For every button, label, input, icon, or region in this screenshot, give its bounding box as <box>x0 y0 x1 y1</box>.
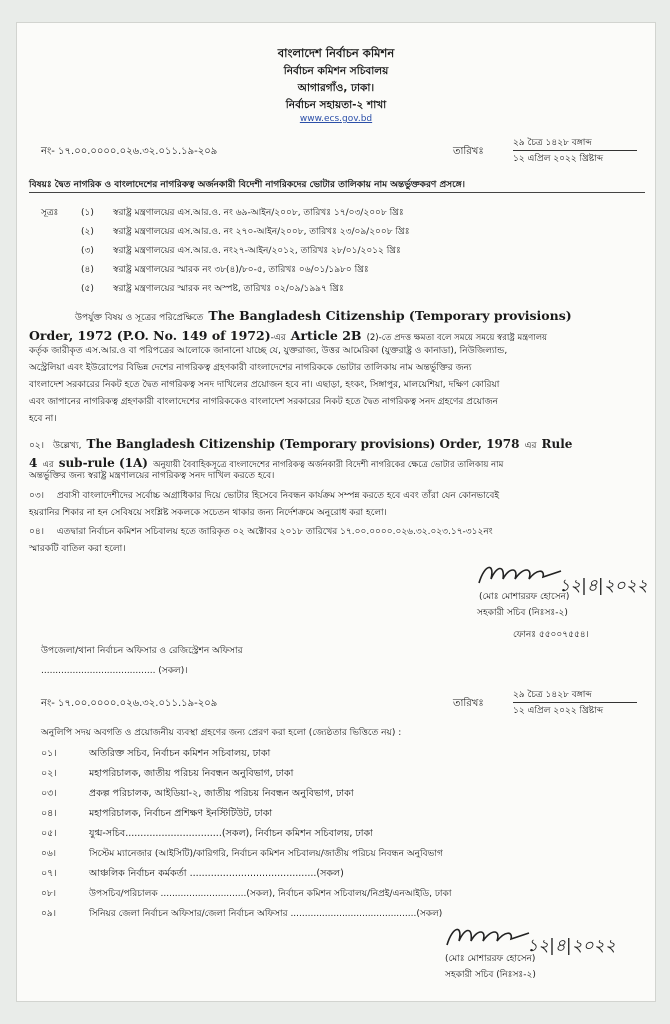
copy-list-item: ০৭। আঞ্চলিক নির্বাচন কর্মকর্তা ..........................................(সকল) <box>41 868 344 879</box>
paragraph-2-line-2: 4 এর sub-rule (1A) অনুযায়ী বৈবাহিকসূত্রে বাংলাদেশের নাগরিকত্ব অর্জনকারী বিদেশী নাগরিকের ক্ষেত্রে ভোটার তালিকায় নাম <box>29 456 504 470</box>
paragraph-1-line-1: উপর্যুক্ত বিষয় ও সূত্রের পরিপ্রেক্ষিতে The Bangladesh Citizenship (Temporary provisions) <box>75 308 572 323</box>
reference-item: (৩) স্বরাষ্ট্র মন্ত্রণালয়ের এস.আর.ও. নং২৭-আইন/২০১২, তারিখঃ ২৮/০১/২০১২ খ্রিঃ <box>81 246 401 256</box>
paragraph-2-line-3: অন্তর্ভুক্তির জন্য স্বরাষ্ট্র মন্ত্রণালয়ের নাগরিকত্ব সনদ দাখিল করতে হবে। <box>29 471 275 481</box>
copy-list-item: ০৩। প্রকল্প পরিচালক, আইডিয়া-২, জাতীয় পরিচয় নিবন্ধন অনুবিভাগ, ঢাকা <box>41 788 354 799</box>
paragraph-1-line-2: Order, 1972 (P.O. No. 149 of 1972)-এর Article 2B (2)-তে প্রদত্ত ক্ষমতা বলে সময়ে সময়ে স্বরাষ্ট্র মন্ত্রণালয় <box>29 328 548 343</box>
paragraph-4-line-1: ০৪। এতদ্বারা নির্বাচন কমিশন সচিবালয় হতে জারিকৃত ০২ অক্টোবর ২০১৮ তারিখের ১৭.০০.০০০০.০২৬.৩২.০২৩.১৭-৩১২নং <box>29 527 493 537</box>
copy-list-item: ০৫। যুগ্ম-সচিব................................(সকল), নির্বাচন কমিশন সচিবালয়, ঢাকা <box>41 828 373 839</box>
paragraph-1-line-6: এবং জাপানের নাগরিকত্ব গ্রহণকারী বাংলাদেশের নাগরিককেও বাংলাদেশ সরকারের নিকট হতে দ্বৈত নাগরিকত্ব সনদ গ্রহণের প্রয়োজন <box>29 397 498 407</box>
website-link[interactable]: www.ecs.gov.bd <box>299 114 373 124</box>
signature-1-date: ১২|৪|২০২২ <box>559 576 648 596</box>
signatory-1-phone: ফোনঃ ৫৫০০৭৫৫৪। <box>513 630 589 640</box>
copy-list-item: ০৬। সিস্টেম ম্যানেজার (আইসিটি)/কারিগরি, নির্বাচন কমিশন সচিবালয়/জাতীয় পরিচয় নিবন্ধন অনুবিভাগ <box>41 849 443 859</box>
reference-item: (১) স্বরাষ্ট্র মন্ত্রণালয়ের এস.আর.ও. নং ৬৯-আইন/২০০৮, তারিখঃ ১৭/০৩/২০০৮ খ্রিঃ <box>81 208 404 218</box>
paragraph-3-line-2: হয়রানির শিকার না হন সেবিষয়ে সংশ্লিষ্ট সকলকে সচেতন থাকার জন্য নির্দেশক্রমে অনুরোধ করা হলো। <box>29 508 387 518</box>
recipient-line-1: উপজেলা/থানা নির্বাচন অফিসার ও রেজিস্ট্রেশন অফিসার <box>41 646 243 656</box>
signature-1-scribble <box>475 557 565 595</box>
org-name: বাংলাদেশ নির্বাচন কমিশন <box>277 46 395 60</box>
paragraph-1-line-5: বাংলাদেশ সরকারের নিকট হতে দ্বৈত নাগরিকত্ব সনদ দাখিলের প্রয়োজন হবে না। এছাড়া, হংকং, সিঙ্গাপুর, মালয়েশিয়া, দক্ষিণ কোরিয়া <box>29 380 500 390</box>
signatory-1-designation: সহকারী সচিব (নিঃসঃ-২) <box>477 608 568 618</box>
memo-2-number: নং- ১৭.০০.০০০০.০২৬.৩২.০১১.১৯-২০৯ <box>41 698 218 709</box>
copy-list-item: ০১। অতিরিক্ত সচিব, নির্বাচন কমিশন সচিবালয়, ঢাকা <box>41 748 271 759</box>
secretariat-name: নির্বাচন কমিশন সচিবালয় <box>283 65 389 77</box>
memo-2-date-label: তারিখঃ <box>453 698 484 709</box>
copy-list-item: ০৪। মহাপরিচালক, নির্বাচন প্রশিক্ষণ ইনস্টিটিউট, ঢাকা <box>41 808 273 819</box>
paragraph-1-line-3: কর্তৃক জারীকৃত এস.আর.ও বা পরিপত্রের আলোকে জানানো যাচ্ছে যে, যুক্তরাজ্য, উত্তর আমেরিকা (যুক্তরাষ্ট্র ও কানাডা), নিউজিল্যান্ড, <box>29 346 508 356</box>
document-page <box>16 22 656 1002</box>
branch-name: নির্বাচন সহায়তা-২ শাখা <box>285 99 387 111</box>
signatory-2-name: (মোঃ মোশাররফ হোসেন) <box>445 954 536 964</box>
reference-item: (৪) স্বরাষ্ট্র মন্ত্রণালয়ের স্মারক নং ৩৮(৪)/৮০-৫, তারিখঃ ০৬/০১/১৯৮০ খ্রিঃ <box>81 265 369 275</box>
copy-list-item: ০৮। উপসচিব/পরিচালক ..............................(সকল), নির্বাচন কমিশন সচিবালয়/নিপ্রই/এনআইডি, ঢাকা <box>41 889 452 899</box>
paragraph-2-line-1: ০২। উল্লেখ্য, The Bangladesh Citizenship (Temporary provisions) Order, 1978 এর Rule <box>29 437 573 451</box>
date-bangla: ২৯ চৈত্র ১৪২৮ বঙ্গাব্দ <box>513 137 637 151</box>
copy-list-item: ০৯। সিনিয়র জেলা নির্বাচন অফিসার/জেলা নির্বাচন অফিসার ............................................(সকল) <box>41 909 443 919</box>
date-label: তারিখঃ <box>453 146 484 157</box>
subject-line: বিষয়ঃ দ্বৈত নাগরিক ও বাংলাদেশের নাগরিকত্ব অর্জনকারী বিদেশী নাগরিকদের ভোটার তালিকায় নাম অন্তর্ভুক্তকরণ প্রসঙ্গে। <box>29 179 645 193</box>
paragraph-3-line-1: ০৩। প্রবাসী বাংলাদেশীদের সর্বোচ্চ অগ্রাধিকার দিয়ে ভোটার হিসেবে নিবন্ধন কার্যক্রম সম্পন্ন করতে হবে এবং তাঁরা যেন কোনভাবেই <box>29 491 500 501</box>
signature-2-scribble <box>443 919 533 957</box>
signatory-2-designation: সহকারী সচিব (নিঃসঃ-২) <box>445 970 536 980</box>
paragraph-1-line-7: হবে না। <box>29 414 57 424</box>
copy-intro: অনুলিপি সদয় অবগতি ও প্রয়োজনীয় ব্যবস্থা গ্রহণের জন্য প্রেরণ করা হলো (জ্যেষ্ঠতার ভিত্তিতে নয়) : <box>41 728 402 738</box>
paragraph-1-line-4: অস্ট্রেলিয়া এবং ইউরোপের বিভিন্ন দেশের নাগরিকত্ব গ্রহণকারী বাংলাদেশের নাগরিককে ভোটার তালিকায় নাম অন্তর্ভুক্তির জন্য <box>29 363 472 373</box>
references-label: সূত্রঃ <box>41 208 59 218</box>
paragraph-4-line-2: স্মারকটি বাতিল করা হলো। <box>29 544 126 554</box>
signatory-1-name: (মোঃ মোশাররফ হোসেন) <box>479 592 570 602</box>
memo-2-date-english: ১২ এপ্রিল ২০২২ খ্রিষ্টাব্দ <box>513 706 604 716</box>
memo-2-date-bangla: ২৯ চৈত্র ১৪২৮ বঙ্গাব্দ <box>513 689 637 703</box>
date-english: ১২ এপ্রিল ২০২২ খ্রিষ্টাব্দ <box>513 154 604 164</box>
signature-2-date: ১২|৪|২০২২ <box>527 936 616 956</box>
reference-item: (২) স্বরাষ্ট্র মন্ত্রণালয়ের এস.আর.ও. নং ২৭০-আইন/২০০৮, তারিখঃ ২৩/০৯/২০০৮ খ্রিঃ <box>81 227 410 237</box>
reference-item: (৫) স্বরাষ্ট্র মন্ত্রণালয়ের স্মারক নং অস্পষ্ট, তারিখঃ ০২/০৯/১৯৯৭ খ্রিঃ <box>81 284 344 294</box>
recipient-line-2: ........................................ (সকল)। <box>41 666 188 676</box>
copy-list-item: ০২। মহাপরিচালক, জাতীয় পরিচয় নিবন্ধন অনুবিভাগ, ঢাকা <box>41 768 294 779</box>
memo-number: নং- ১৭.০০.০০০০.০২৬.৩২.০১১.১৯-২০৯ <box>41 146 218 157</box>
office-address: আগারগাঁও, ঢাকা। <box>297 82 375 94</box>
